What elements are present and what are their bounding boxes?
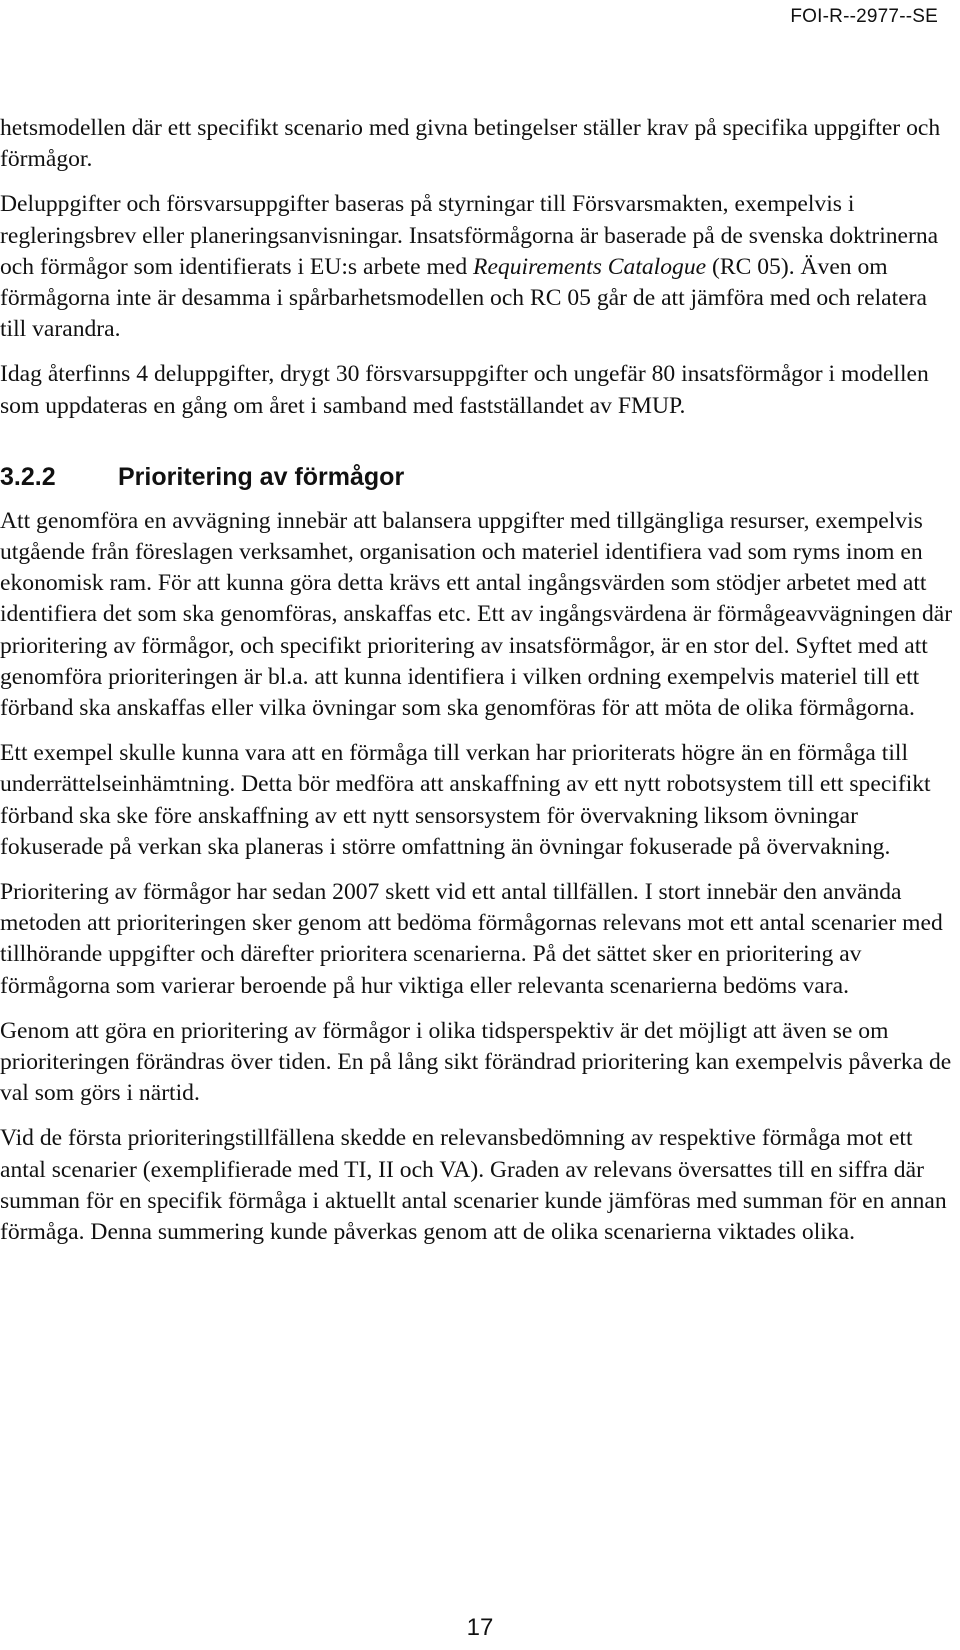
section-title: Prioritering av förmågor (118, 462, 405, 491)
paragraph-5: Ett exempel skulle kunna vara att en förmåga till verkan har prioriterats högre än en förmåga till underrättelseinhämtning. Detta bör medföra att anskaffning av ett nytt robotsystem till ett specifikt förband ska ske före anskaffning av ett nytt sensorsystem för övervakning liksom övningar fokuserade på verkan ska planeras i större omfattning än övningar fokuserade på övervakning. (0, 740, 931, 860)
paragraph-2 (0, 189, 956, 345)
section-number: 3.2.2 (0, 462, 56, 491)
section-heading (0, 462, 956, 493)
paragraph-2-text-end: (RC 05). Även om förmågorna inte är desamma i spårbarhetsmodellen och RC 05 går de att jämföra med och relatera till varandra. (0, 253, 927, 343)
page-number: 17 (466, 1614, 494, 1641)
paragraph-8: Vid de första prioriteringstillfällena skedde en relevansbedömning av respektive förmåga mot ett antal scenarier (exemplifierade med TI, II och VA). Graden av relevans översattes till en siffra där summan för en specifik förmåga i aktuellt antal scenarier kunde jämföras med summan för en annan förmåga. Denna summering kunde påverkas genom att de olika scenarierna viktades olika. (0, 1125, 947, 1246)
requirements-catalogue-title: Requirements Catalogue (473, 253, 707, 280)
paragraph-2-text-start: Deluppgifter och försvarsuppgifter baseras på styrningar till Försvarsmakten, exempelvis i regleringsbrev eller planeringsanvisningar. Insatsförmågorna är baserade på de svenska doktrinerna och förmågor som identifierats i EU:s arbete med (0, 191, 939, 280)
paragraph-6: Prioritering av förmågor har sedan 2007 skett vid ett antal tillfällen. I stort innebär den använda metoden att prioriteringen sker genom att bedöma förmågornas relevans mot ett antal scenarier med tillhörande uppgifter och därefter prioritera scenarierna. På det sättet sker en prioritering av förmågorna som varierar beroende på hur viktiga eller relevanta scenarierna bedöms vara. (0, 879, 943, 999)
document-body (0, 113, 956, 1262)
report-id-header: FOI-R--2977--SE (790, 6, 938, 27)
paragraph-1: hetsmodellen där ett specifikt scenario med givna betingelser ställer krav på specifika uppgifter och förmågor. (0, 115, 941, 173)
paragraph-4: Att genomföra en avvägning innebär att balansera uppgifter med tillgängliga resurser, exempelvis utgående från föreslagen verksamhet, organisation och materiel identifiera vad som ryms inom en ekonomisk ram. För att kunna göra detta krävs ett antal ingångsvärden som stödjer arbetet med att identifiera det som ska genomföras, anskaffas etc. Ett av ingångsvärdena är förmågeavvägningen där prioritering av förmågor, och specifikt prioritering av insatsförmågor, är en stor del. Syftet med att genomföra prioriteringen är bl.a. att kunna identifiera i vilken ordning exempelvis materiel till ett förband ska anskaffas eller vilka övningar som ska genomföras för att möta de olika förmågorna. (0, 507, 953, 722)
paragraph-3: Idag återfinns 4 deluppgifter, drygt 30 försvarsuppgifter och ungefär 80 insatsförmågor i modellen som uppdateras en gång om året i samband med fastställandet av FMUP. (0, 361, 929, 419)
paragraph-7: Genom att göra en prioritering av förmågor i olika tidsperspektiv är det möjligt att även se om prioriteringen förändras över tiden. En på lång sikt förändrad prioritering kan exempelvis påverka de val som görs i närtid. (0, 1017, 952, 1107)
